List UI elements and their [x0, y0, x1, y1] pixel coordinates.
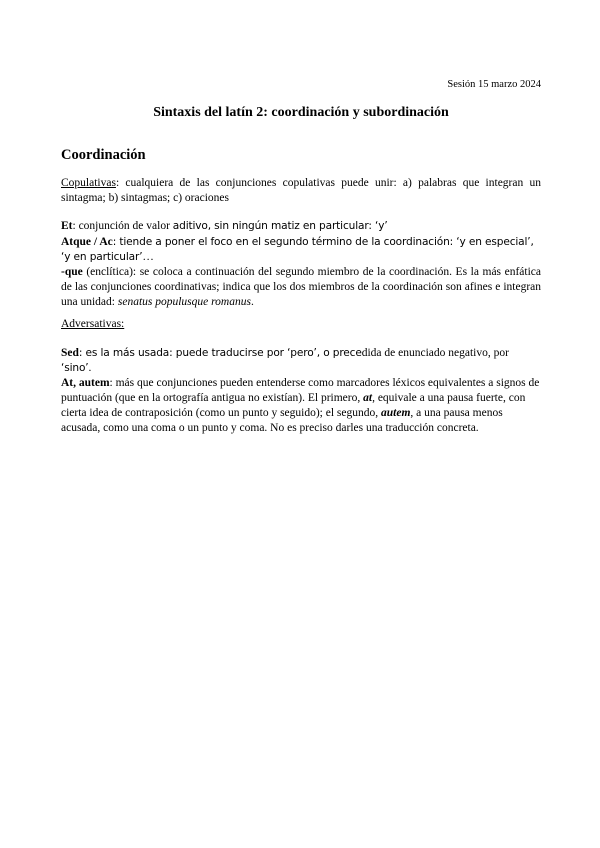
- paragraph-et: [61, 219, 541, 234]
- sed-end: .: [88, 362, 92, 374]
- atque-text: : tiende a poner el foco en el segundo término de la coordinación: ‘y en especial’, ‘y en particular’: [61, 236, 534, 263]
- at-autem-text-b: , equivale a una pausa fuerte, con cierta idea de contraposición (como un punto y seguido); el segundo,: [61, 392, 526, 419]
- paragraph-sed: [61, 346, 541, 376]
- at-autem-text-c: , a una pausa menos acusada, como una coma o un punto y coma. No es preciso darles una traducción concreta.: [61, 407, 503, 434]
- que-term: -que: [61, 266, 83, 278]
- section-heading: Coordinación: [61, 147, 146, 163]
- et-text-b: aditivo, sin ningún matiz en particular: ‘y’: [172, 220, 388, 232]
- session-date: Sesión 15 marzo 2024: [447, 79, 541, 90]
- at-autem-term: At, autem: [61, 377, 110, 389]
- paragraph-at-autem: [61, 376, 541, 436]
- copulativas-label: Copulativas: [61, 177, 116, 189]
- at-term: at: [363, 392, 373, 404]
- paragraph-que: [61, 265, 541, 310]
- paragraph-copulativas: [61, 176, 541, 206]
- autem-term: autem: [381, 407, 411, 419]
- sed-text-c: ‘sino’: [61, 362, 89, 374]
- que-end: .: [250, 296, 254, 308]
- at-autem-text-a: : más que conjunciones pueden entenderse como marcadores léxicos equivalentes a signos de puntuación (que en la ortografía antigua no existían). El primero,: [61, 377, 540, 404]
- sed-text-b: dida de enunciado negativo, por: [361, 347, 509, 359]
- adversativas-label: Adversativas:: [61, 318, 125, 330]
- copulativas-text: : cualquiera de las conjunciones copulativas puede unir: a) palabras que integran un sintagma; b) sintagmas; c) oraciones: [61, 177, 541, 204]
- que-example: senatus populusque romanus: [117, 296, 251, 308]
- et-text-a: : conjunción de valor: [72, 220, 173, 232]
- paragraph-adversativas: [61, 317, 541, 332]
- atque-term: Atque / Ac: [61, 236, 113, 248]
- sed-term: Sed: [61, 347, 79, 359]
- et-term: Et: [61, 220, 73, 232]
- atque-ellipsis: …: [142, 251, 154, 263]
- sed-text-a: : es la más usada: puede traducirse por ‘pero’, o prece: [78, 347, 362, 359]
- paragraph-atque: [61, 235, 541, 265]
- que-text: (enclítica): se coloca a continuación del segundo miembro de la coordinación. Es la más enfática de las conjunciones coordinativas; indica que los dos miembros de la coordinación son afines e integran una unidad:: [61, 266, 541, 308]
- document-title: Sintaxis del latín 2: coordinación y subordinación: [153, 105, 449, 120]
